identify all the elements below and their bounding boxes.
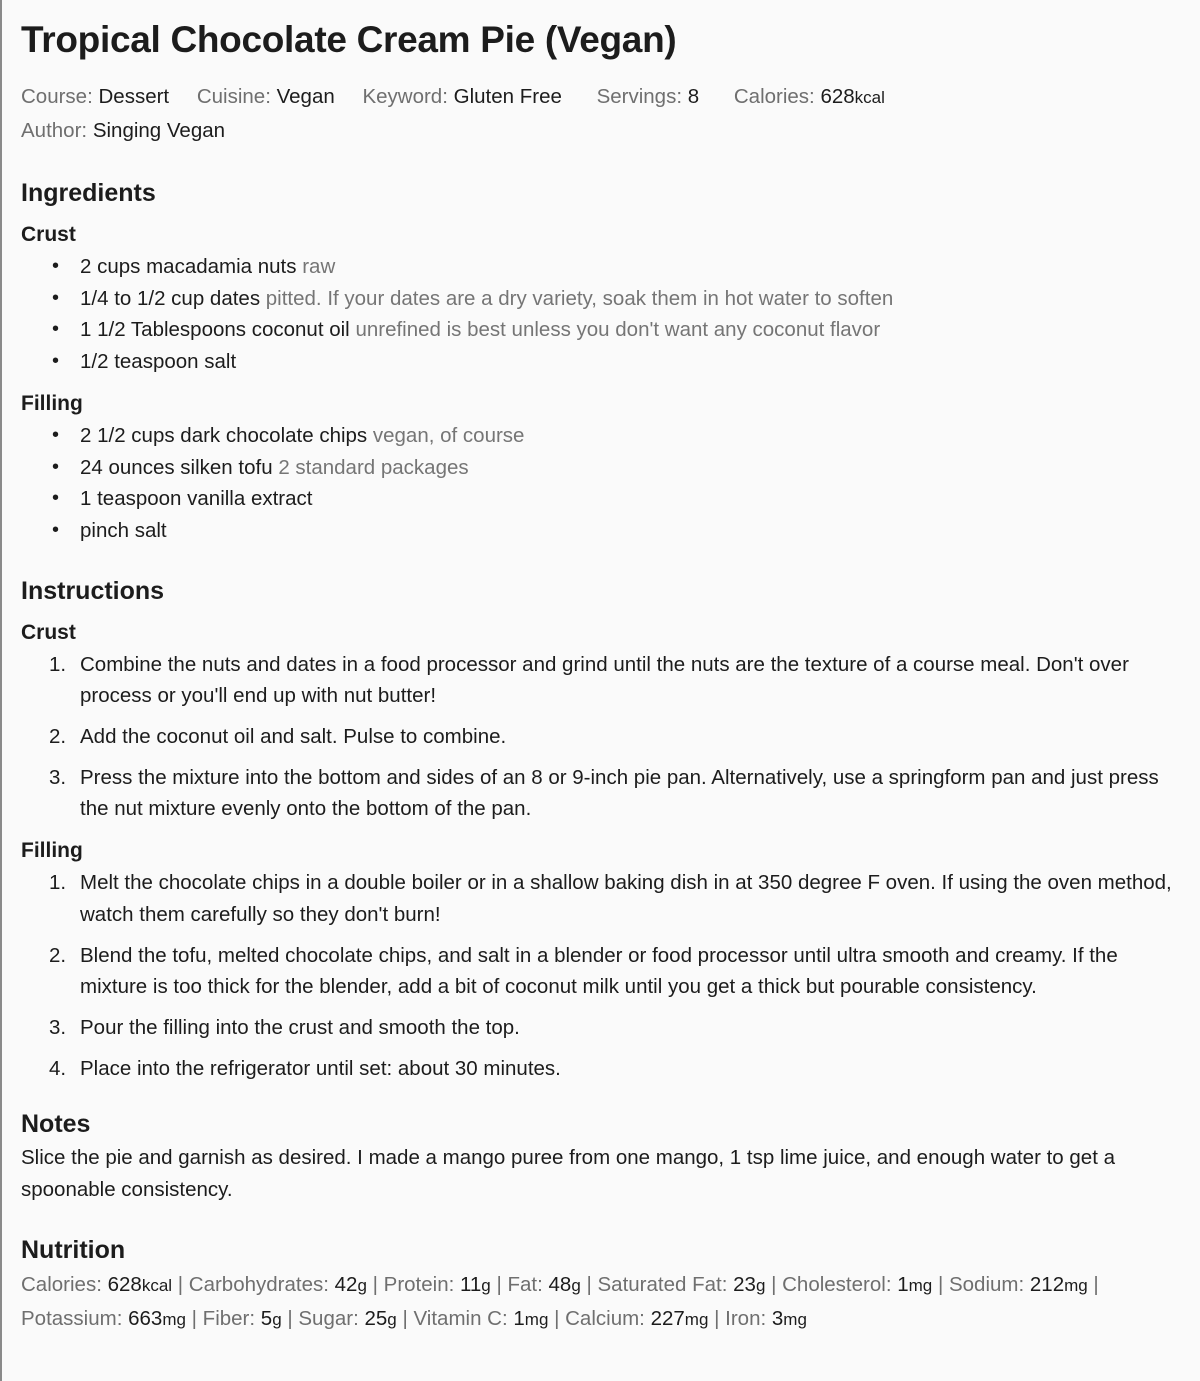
meta-row <box>21 80 1182 114</box>
nutrition-separator: | <box>490 1272 508 1296</box>
ingredient-item <box>21 283 1182 315</box>
nutrition-item <box>949 1273 1088 1296</box>
nutrition-separator: | <box>708 1306 726 1330</box>
meta-keyword: Keyword: Gluten Free <box>362 85 562 108</box>
meta-author: Author: Singing Vegan <box>21 119 226 142</box>
recipe-card <box>2 0 1200 1336</box>
bullet-icon: • <box>52 423 60 446</box>
nutrition-label: Sodium: <box>948 1272 1025 1296</box>
nutrition-separator: | <box>765 1272 783 1296</box>
instruction-group-title: Crust <box>21 620 76 644</box>
instruction-step <box>21 649 1182 712</box>
nutrition-value: 212 <box>1029 1272 1065 1296</box>
nutrition-value: 663 <box>128 1306 163 1330</box>
ingredients-heading: Ingredients <box>21 179 156 207</box>
nutrition-label: Cholesterol: <box>782 1272 892 1296</box>
nutrition-label: Vitamin C: <box>413 1306 508 1330</box>
nutrition-value: 25 <box>364 1306 388 1330</box>
ingredient-item <box>21 314 1182 346</box>
nutrition-section <box>21 1234 1182 1336</box>
step-number: 2. <box>49 943 67 967</box>
ingredient-text: 2 cups macadamia nuts <box>80 255 297 278</box>
step-number: 1. <box>49 652 67 676</box>
meta-servings[interactable]: Servings: 8 <box>596 85 700 108</box>
recipe-title: Tropical Chocolate Cream Pie (Vegan) <box>21 19 677 60</box>
ingredient-item <box>21 483 1182 515</box>
bullet-icon: • <box>52 286 60 309</box>
nutrition-value: 1 <box>513 1306 525 1330</box>
nutrition-value: 42 <box>334 1272 358 1296</box>
nutrition-value: 48 <box>548 1272 572 1296</box>
ingredient-note: pitted. If your dates are a dry variety, soak them in hot water to soften <box>265 286 894 310</box>
ingredient-text: 24 ounces silken tofu <box>80 455 273 479</box>
nutrition-unit: mg <box>1064 1275 1088 1295</box>
step-text: Combine the nuts and dates in a food processor and grind until the nuts are the texture of a course meal. Don't over process or you'll end up with nut butter! <box>80 652 1129 708</box>
nutrition-unit: mg <box>524 1309 549 1329</box>
instruction-list <box>21 867 1182 1084</box>
ingredient-item <box>21 452 1182 484</box>
meta-calories: Calories: 628kcal <box>733 85 885 108</box>
nutrition-separator: | <box>396 1306 414 1330</box>
nutrition-value: 628 <box>107 1272 142 1296</box>
nutrition-item <box>189 1273 367 1296</box>
ingredient-note: 2 standard packages <box>278 455 469 479</box>
nutrition-facts <box>21 1268 1182 1336</box>
meta-cuisine: Cuisine: Vegan <box>196 85 335 108</box>
nutrition-heading: Nutrition <box>21 1235 126 1264</box>
nutrition-unit: mg <box>684 1309 709 1329</box>
nutrition-label: Fiber: <box>202 1306 256 1330</box>
ingredient-item <box>21 346 1182 378</box>
nutrition-label: Carbohydrates: <box>188 1272 329 1296</box>
bullet-icon: • <box>52 318 60 341</box>
ingredients-section <box>21 177 1182 547</box>
ingredient-list <box>21 420 1182 547</box>
nutrition-item <box>21 1273 172 1296</box>
nutrition-value: 11 <box>460 1272 482 1296</box>
nutrition-separator: | <box>548 1306 566 1330</box>
nutrition-separator: | <box>172 1272 189 1296</box>
nutrition-item <box>413 1307 548 1330</box>
meta-course: Course: Dessert <box>21 85 170 108</box>
nutrition-item <box>565 1307 708 1330</box>
instruction-step <box>21 1053 1182 1085</box>
ingredient-item <box>21 420 1182 452</box>
ingredient-note: raw <box>302 255 336 278</box>
nutrition-item <box>298 1307 396 1330</box>
instructions-section <box>21 575 1182 1085</box>
ingredient-group <box>21 390 1182 547</box>
bullet-icon: • <box>52 455 60 478</box>
step-text: Add the coconut oil and salt. Pulse to combine. <box>80 725 507 749</box>
ingredient-text: 2 1/2 cups dark chocolate chips <box>80 423 368 447</box>
notes-text: Slice the pie and garnish as desired. I made a mango puree from one mango, 1 tsp lime juice, and enough water to get a spoonable consistency. <box>21 1146 1115 1202</box>
nutrition-separator: | <box>185 1306 203 1330</box>
nutrition-item <box>203 1307 282 1330</box>
nutrition-unit: mg <box>908 1275 933 1295</box>
step-number: 1. <box>49 871 67 895</box>
step-number: 3. <box>49 765 67 789</box>
ingredient-text: 1 1/2 Tablespoons coconut oil <box>80 318 350 342</box>
nutrition-label: Protein: <box>383 1272 455 1296</box>
nutrition-unit: g <box>571 1275 581 1295</box>
step-number: 2. <box>49 725 67 749</box>
instruction-step <box>21 721 1182 753</box>
instruction-step <box>21 762 1182 825</box>
nutrition-unit: mg <box>162 1309 186 1329</box>
nutrition-unit: g <box>357 1275 367 1295</box>
nutrition-label: Sugar: <box>298 1306 359 1330</box>
bullet-icon: • <box>52 487 60 510</box>
nutrition-value: 227 <box>650 1306 685 1330</box>
nutrition-label: Calcium: <box>565 1306 645 1330</box>
ingredient-text: 1/2 teaspoon salt <box>80 350 237 374</box>
instruction-step <box>21 867 1182 930</box>
ingredient-text: pinch salt <box>80 518 167 542</box>
ingredient-note: vegan, of course <box>372 423 525 447</box>
nutrition-value: 1 <box>897 1272 909 1296</box>
nutrition-value: 23 <box>733 1272 756 1296</box>
nutrition-unit: kcal <box>141 1275 173 1295</box>
nutrition-unit: mg <box>783 1309 807 1329</box>
step-text: Press the mixture into the bottom and sides of an 8 or 9-inch pie pan. Alternatively, use a springform pan and just press the nut mixture evenly onto the bottom of the pan. <box>80 765 1159 821</box>
instruction-group-title: Filling <box>21 839 83 863</box>
instruction-group <box>21 619 1182 826</box>
ingredient-group-title: Filling <box>21 391 83 415</box>
notes-section <box>21 1108 1182 1205</box>
ingredient-text: 1 teaspoon vanilla extract <box>80 487 313 511</box>
step-text: Place into the refrigerator until set: about 30 minutes. <box>80 1056 561 1080</box>
nutrition-separator: | <box>1087 1272 1099 1296</box>
step-text: Blend the tofu, melted chocolate chips, and salt in a blender or food processor until ultra smooth and creamy. If the mixture is too thick for the blender, add a bit of coconut milk until you get a thick but pourable consistency. <box>80 943 1118 999</box>
nutrition-label: Iron: <box>725 1306 767 1330</box>
nutrition-separator: | <box>932 1272 949 1296</box>
instruction-group <box>21 837 1182 1084</box>
meta-row-author <box>21 114 1182 147</box>
ingredient-group <box>21 221 1182 378</box>
bullet-icon: • <box>52 518 60 541</box>
nutrition-value: 5 <box>260 1306 273 1330</box>
ingredient-note: unrefined is best unless you don't want any coconut flavor <box>355 318 881 342</box>
nutrition-unit: g <box>272 1309 282 1329</box>
instruction-step <box>21 1012 1182 1044</box>
nutrition-item <box>782 1273 932 1296</box>
ingredient-item <box>21 515 1182 547</box>
nutrition-label: Calories: <box>21 1272 102 1296</box>
nutrition-item <box>384 1273 491 1296</box>
recipe-meta <box>21 80 1182 147</box>
nutrition-label: Potassium: <box>21 1306 123 1330</box>
nutrition-separator: | <box>281 1306 299 1330</box>
nutrition-unit: g <box>755 1275 766 1295</box>
nutrition-item <box>725 1307 807 1330</box>
nutrition-value: 3 <box>771 1306 784 1330</box>
nutrition-item <box>598 1273 766 1296</box>
nutrition-label: Fat: <box>507 1272 543 1296</box>
nutrition-separator: | <box>580 1272 598 1296</box>
step-number: 4. <box>49 1056 67 1080</box>
nutrition-item <box>21 1307 186 1330</box>
nutrition-label: Saturated Fat: <box>597 1272 728 1296</box>
notes-heading: Notes <box>21 1110 91 1139</box>
step-text: Melt the chocolate chips in a double boiler or in a shallow baking dish in at 350 degree F oven. If using the oven method, watch them carefully so they don't burn! <box>80 871 1172 926</box>
instruction-list <box>21 649 1182 826</box>
ingredient-text: 1/4 to 1/2 cup dates <box>80 286 261 310</box>
nutrition-unit: g <box>481 1275 491 1295</box>
instructions-heading: Instructions <box>21 576 165 605</box>
step-number: 3. <box>49 1015 67 1039</box>
ingredient-item <box>21 251 1182 283</box>
ingredient-list <box>21 251 1182 378</box>
bullet-icon: • <box>52 255 60 277</box>
nutrition-unit: g <box>387 1309 397 1329</box>
nutrition-separator: | <box>366 1272 384 1296</box>
step-text: Pour the filling into the crust and smooth the top. <box>80 1015 520 1039</box>
instruction-step <box>21 940 1182 1003</box>
ingredient-group-title: Crust <box>21 223 76 246</box>
bullet-icon: • <box>52 350 60 373</box>
nutrition-item <box>507 1273 580 1296</box>
